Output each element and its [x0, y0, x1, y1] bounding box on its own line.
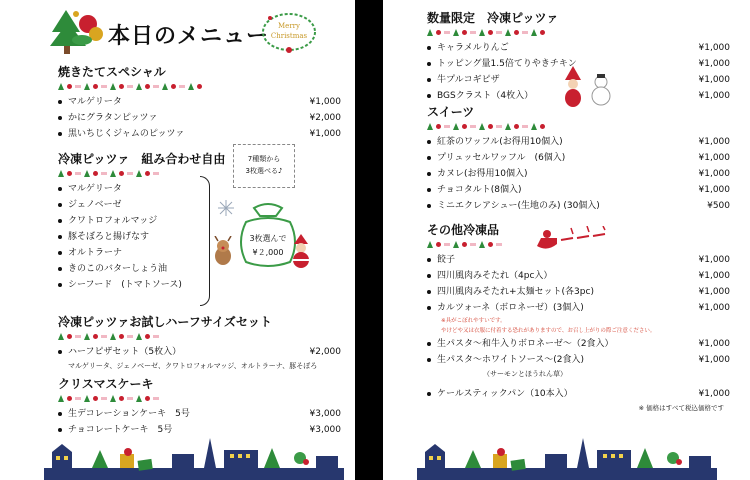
menu-item: チョコレートケーキ 5号 ¥3,000: [58, 422, 341, 438]
badge-text-top: Merry: [278, 22, 300, 30]
garland-divider: [427, 122, 730, 130]
menu-item: 四川風肉みそたれ（4pc入） ¥1,000: [427, 268, 730, 284]
menu-page-left: [0, 0, 355, 480]
santa-snowman-icon: [563, 64, 613, 108]
section-title: スイーツ: [427, 105, 475, 119]
section-sweets: [427, 104, 730, 214]
tax-note: ※ 価格はすべて税込価格です: [638, 404, 724, 412]
page-title: 本日のメニュー: [108, 23, 270, 49]
merry-christmas-badge-icon: [258, 8, 320, 54]
menu-item: 餃子 ¥1,000: [427, 252, 730, 268]
menu-item: オルトラーナ: [58, 245, 341, 261]
menu-item: 豚そぼろと揚げなす: [58, 229, 341, 245]
bracket-divider: [200, 176, 210, 306]
badge-text-bottom: Christmas: [270, 32, 308, 40]
section-title: その他冷凍品: [427, 223, 500, 237]
menu-item: ジェノベーゼ: [58, 197, 341, 213]
menu-item: かにグラタンピッツァ ¥2,000: [58, 110, 341, 126]
menu-item: カヌレ(お得用10個入) ¥1,000: [427, 166, 730, 182]
menu-item: 四川風肉みそたれ+太麺セット(各3pc) ¥1,000: [427, 284, 730, 300]
menu-item: 黒いちじくジャムのピッツァ ¥1,000: [58, 126, 341, 142]
menu-item: クワトロフォルマッジ: [58, 213, 341, 229]
menu-page-right: [383, 0, 750, 480]
menu-item: 紅茶のワッフル(お得用10個入) ¥1,000: [427, 134, 730, 150]
garland-divider: [58, 332, 341, 340]
section-christmas-cake: [58, 376, 341, 438]
menu-item: ケールスティックパン（10本入） ¥1,000: [427, 386, 730, 402]
menu-item: キャラメルりんご ¥1,000: [427, 40, 730, 56]
christmas-town-footer-icon: [44, 438, 344, 480]
section-title: 冷凍ピッツァ 組み合わせ自由: [58, 152, 226, 166]
santa-icon: [290, 234, 312, 268]
section-half-size-set: [58, 314, 341, 372]
menu-item: 生パスタ～和牛入りボロネーゼ～（2食入） ¥1,000: [427, 336, 730, 352]
bag-line: 3枚選んで: [249, 234, 287, 243]
holly-decoration-icon: [46, 4, 106, 60]
callout-line: 7種類から: [247, 155, 281, 163]
garland-divider: [58, 394, 341, 402]
menu-item: カルツォーネ（ボロネーゼ）(3個入) ¥1,000: [427, 300, 730, 316]
reindeer-sleigh-icon: [533, 226, 617, 254]
menu-item: ミニエクレアシュー(生地のみ) (30個入) ¥500: [427, 198, 730, 214]
menu-item: ハーフピザセット（5枚入） ¥2,000: [58, 344, 341, 360]
menu-item: シーフード (トマトソース): [58, 277, 341, 293]
christmas-town-footer-icon: [417, 438, 717, 480]
garland-divider: [427, 28, 730, 36]
section-baked-special: [58, 64, 341, 142]
menu-item: BGSクラスト（4枚入） ¥1,000: [427, 88, 730, 104]
snowflake-icon: [218, 200, 234, 216]
garland-divider: [58, 82, 341, 90]
callout-line: 3枚選べる♪: [245, 167, 283, 175]
section-title: 焼きたてスペシャル: [58, 65, 166, 79]
callout-box: [233, 144, 295, 188]
title-row: [46, 14, 269, 54]
warning-note: ※具がこぼれやすいです。: [441, 318, 506, 324]
item-detail: （サーモンとほうれん草）: [483, 370, 567, 378]
menu-item: マルゲリータ: [58, 181, 341, 197]
warning-note: やけどや又は衣服に付着する恐れがありますので、お召し上がりの際ご注意ください。: [441, 328, 656, 334]
section-title: クリスマスケーキ: [58, 377, 154, 391]
menu-item: 生デコレーションケーキ 5号 ¥3,000: [58, 406, 341, 422]
reindeer-icon: [212, 236, 234, 268]
section-title: 冷凍ピッツァお試しハーフサイズセット: [58, 315, 272, 329]
menu-item: 生パスタ～ホワイトソース～(2食入) ¥1,000: [427, 352, 730, 368]
item-detail: マルゲリータ、ジェノベーゼ、クワトロフォルマッジ、オルトラーナ、豚そぼろ: [68, 362, 318, 370]
menu-item: トッピング量1.5倍てりやきチキン ¥1,000: [427, 56, 730, 72]
menu-item: きのこのバターしょう油: [58, 261, 341, 277]
bag-line: ¥２,000: [252, 248, 284, 257]
section-title: 数量限定 冷凍ピッツァ: [427, 11, 559, 25]
menu-item: プリュッセルワッフル (6個入) ¥1,000: [427, 150, 730, 166]
menu-item: マルゲリータ ¥1,000: [58, 94, 341, 110]
menu-item: チョコタルト(8個入) ¥1,000: [427, 182, 730, 198]
menu-item: 牛プルコギピザ ¥1,000: [427, 72, 730, 88]
